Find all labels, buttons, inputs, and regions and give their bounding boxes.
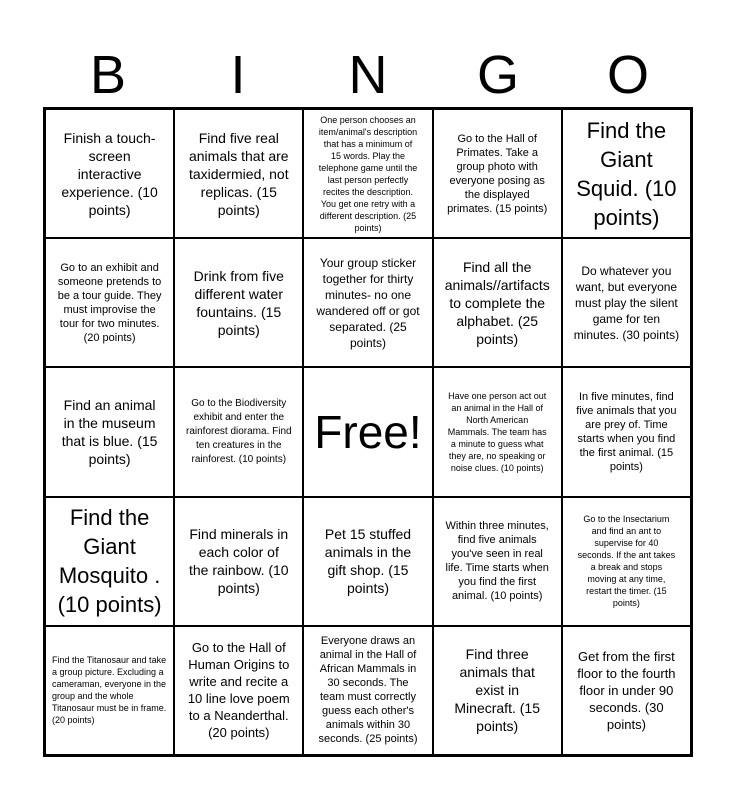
bingo-cell[interactable] bbox=[433, 238, 562, 367]
bingo-cell[interactable] bbox=[174, 497, 303, 626]
bingo-cell[interactable] bbox=[45, 367, 174, 496]
cell-text: Get from the first floor to the fourth floor in under 90 seconds. (30 points) bbox=[577, 648, 676, 732]
bingo-cell[interactable] bbox=[562, 497, 691, 626]
cell-text: Have one person act out an animal in the Hall of North American Mammals. The team has a minute to guess what they are, no speaking or noise clues. (10 points) bbox=[447, 390, 547, 473]
free-space-text: Free! bbox=[314, 405, 422, 458]
cell-text: Go to the Biodiversity exhibit and enter the rainforest diorama. Find ten creatures in the rainforest. (10 points) bbox=[185, 397, 292, 465]
bingo-cell[interactable] bbox=[45, 238, 174, 367]
cell-text: Find three animals that exist in Minecraft. (15 points) bbox=[454, 646, 540, 735]
cell-text: Finish a touch-screen interactive experience. (10 points) bbox=[61, 129, 158, 218]
cell-text: Your group sticker together for thirty minutes- no one wandered off or got separated. (25 points) bbox=[316, 255, 420, 350]
bingo-cell[interactable] bbox=[562, 109, 691, 238]
cell-text: Go to the Hall of Human Origins to write and recite a 10 line love poem to a Neanderthal. (20 points) bbox=[187, 640, 290, 741]
bingo-cell[interactable] bbox=[45, 626, 174, 755]
cell-text: Go to the Insectarium and find an ant to supervise for 40 seconds. If the ant takes a break and stops moving at any time, restart the timer. (15 points) bbox=[577, 514, 676, 609]
bingo-cell[interactable] bbox=[303, 109, 432, 238]
bingo-cell[interactable] bbox=[433, 109, 562, 238]
header-letter-o: O bbox=[606, 45, 649, 105]
bingo-cell[interactable] bbox=[562, 367, 691, 496]
cell-text: Find five real animals that are taxidermied, not replicas. (15 points) bbox=[188, 129, 289, 218]
bingo-cell[interactable] bbox=[45, 497, 174, 626]
bingo-cell[interactable] bbox=[303, 238, 432, 367]
cell-text: Drink from five different water fountains. (15 points) bbox=[193, 267, 284, 338]
bingo-cell[interactable] bbox=[562, 626, 691, 755]
cell-text: Find the Giant Squid. (10 points) bbox=[576, 117, 677, 230]
header-letter-b: B bbox=[89, 45, 127, 105]
free-space-cell[interactable] bbox=[303, 367, 432, 496]
bingo-cell[interactable] bbox=[174, 238, 303, 367]
cell-text: Go to the Hall of Primates. Take a group photo with everyone posing as the displayed primates. (15 points) bbox=[447, 132, 548, 215]
bingo-cell[interactable] bbox=[433, 497, 562, 626]
cell-text: Pet 15 stuffed animals in the gift shop. (15 points) bbox=[324, 526, 412, 597]
cell-text: Find the Giant Mosquito . (10 points) bbox=[57, 505, 162, 618]
bingo-cell[interactable] bbox=[433, 626, 562, 755]
cell-text: Within three minutes, find five animals you've seen in real life. Time starts when you find the first animal. (10 points) bbox=[445, 520, 549, 603]
bingo-cell[interactable] bbox=[174, 109, 303, 238]
cell-text: Find the Titanosaur and take a group picture. Excluding a cameraman, everyone in the group and the whole Titanosaur must be in frame. (20 points) bbox=[52, 655, 167, 726]
cell-text: Find all the animals//artifacts to complete the alphabet. (25 points) bbox=[444, 258, 550, 347]
bingo-header bbox=[43, 40, 693, 110]
header-letter-i: I bbox=[230, 45, 246, 105]
bingo-cell[interactable] bbox=[303, 497, 432, 626]
bingo-cell[interactable] bbox=[433, 367, 562, 496]
cell-text: Everyone draws an animal in the Hall of African Mammals in 30 seconds. The team must correctly guess each other's animals within 30 seconds. (25 points) bbox=[318, 635, 418, 746]
header-letter-n: N bbox=[348, 45, 388, 105]
bingo-cell[interactable] bbox=[45, 109, 174, 238]
cell-text: In five minutes, find five animals that you are prey of. Time starts when you find the first animal. (15 points) bbox=[576, 390, 677, 473]
cell-text: One person chooses an item/animal's description that has a minimum of 15 words. Play the telephone game until the last person perfectly recites the description. You get one retry with a different description. (25 points) bbox=[318, 114, 418, 233]
bingo-cell[interactable] bbox=[562, 238, 691, 367]
header-letter-g: G bbox=[476, 45, 519, 105]
bingo-cell[interactable] bbox=[174, 367, 303, 496]
bingo-cell[interactable] bbox=[303, 626, 432, 755]
cell-text: Go to an exhibit and someone pretends to be a tour guide. They must improvise the tour for two minutes.(20 points) bbox=[57, 261, 162, 344]
cell-text: Find minerals in each color of the rainbow. (10 points) bbox=[188, 526, 289, 597]
bingo-cell[interactable] bbox=[174, 626, 303, 755]
cell-text: Do whatever you want, but everyone must play the silent game for ten minutes. (30 points) bbox=[573, 263, 680, 342]
bingo-grid bbox=[43, 107, 693, 757]
cell-text: Find an animal in the museum that is blue. (15 points) bbox=[61, 396, 158, 467]
